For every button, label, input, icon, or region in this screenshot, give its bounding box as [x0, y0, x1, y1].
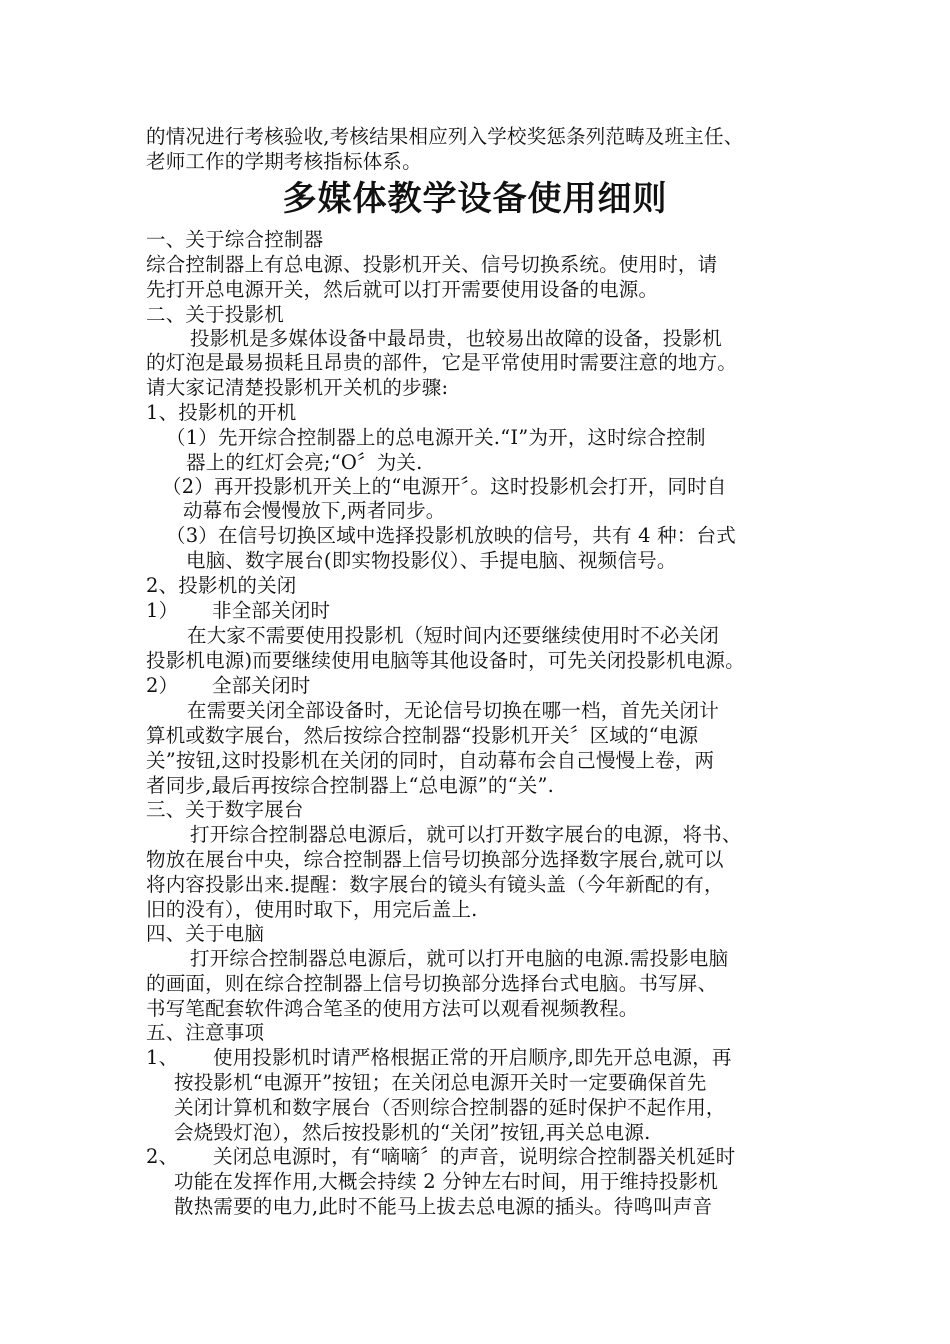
section-1-heading: 一、关于综合控制器	[146, 228, 324, 251]
section-2-intro-line-2: 的灯泡是最易损耗且昂贵的部件，它是平常使用时需要注意的地方。	[146, 351, 738, 374]
section-3-line-3: 将内容投影出来.提醒：数字展台的镜头有镜头盖（今年新配的有，	[146, 873, 724, 896]
full-off-line-4: 者同步,最后再按综合控制器上“总电源”的“关”.	[146, 774, 555, 797]
section-2-intro-line-3: 请大家记清楚投影机开关机的步骤:	[146, 376, 449, 399]
section-1-line-1: 综合控制器上有总电源、投影机开关、信号切换系统。使用时，请	[146, 253, 718, 276]
partial-off-line-1: 在大家不需要使用投影机（短时间内还要继续使用时不必关闭	[187, 624, 719, 647]
note-1-line-4: 会烧毁灯泡），然后按投影机的“关闭”按钮,再关总电源.	[174, 1121, 651, 1144]
step-2-line-2: 动幕布会慢慢放下,两者同步。	[183, 499, 446, 522]
projector-on-heading: 1、投影机的开机	[146, 401, 297, 424]
section-4-line-1: 打开综合控制器总电源后，就可以打开电脑的电源.需投影电脑	[190, 947, 729, 970]
step-3-line-1: （3）在信号切换区域中选择投影机放映的信号，共有 4 种：台式	[166, 524, 736, 547]
section-4-line-2: 的画面，则在综合控制器上信号切换部分选择台式电脑。书写屏、	[146, 972, 718, 995]
projector-off-heading: 2、投影机的关闭	[146, 574, 297, 597]
section-3-line-1: 打开综合控制器总电源后，就可以打开数字展台的电源，将书、	[190, 823, 742, 846]
note-1-line-3: 关闭计算机和数字展台（否则综合控制器的延时保护不起作用，	[174, 1096, 726, 1119]
section-4-line-3: 书写笔配套软件鸿合笔圣的使用方法可以观看视频教程。	[146, 997, 639, 1020]
note-2-line-1: 关闭总电源时，有“嘀嘀〞的声音，说明综合控制器关机延时	[213, 1145, 736, 1168]
section-1-line-2: 先打开总电源开关，然后就可以打开需要使用设备的电源。	[146, 278, 659, 301]
step-1-line-1: （1）先开综合控制器上的总电源开关.“I”为开，这时综合控制	[166, 426, 706, 449]
document-title: 多媒体教学设备使用细则	[282, 179, 668, 219]
full-off-label: 全部关闭时	[212, 674, 311, 697]
full-off-line-1: 在需要关闭全部设备时，无论信号切换在哪一档，首先关闭计	[187, 699, 719, 722]
note-1-line-2: 按投影机“电源开”按钮；在关闭总电源开关时一定要确保首先	[174, 1071, 707, 1094]
step-1-line-2: 器上的红灯会亮;“O〞为关.	[186, 451, 423, 474]
full-off-line-2: 算机或数字展台，然后按综合控制器“投影机开关〞区域的“电源	[146, 724, 699, 747]
step-3-line-2: 电脑、数字展台(即实物投影仪）、手提电脑、视频信号。	[186, 549, 677, 572]
section-4-heading: 四、关于电脑	[146, 922, 265, 945]
partial-off-number: 1）	[146, 599, 179, 622]
note-2-line-2: 功能在发挥作用,大概会持续 2 分钟左右时间，用于维持投影机	[174, 1170, 719, 1193]
step-2-line-1: （2）再开投影机开关上的“电源开〞。这时投影机会打开，同时自	[162, 475, 727, 498]
note-2-line-3: 散热需要的电力,此时不能马上拔去总电源的插头。待鸣叫声音	[174, 1195, 713, 1218]
section-3-line-4: 旧的没有），使用时取下，用完后盖上.	[146, 898, 478, 921]
section-3-heading: 三、关于数字展台	[146, 798, 304, 821]
note-2-number: 2、	[146, 1145, 179, 1168]
full-off-line-3: 关”按钮,这时投影机在关闭的同时，自动幕布会自己慢慢上卷，两	[146, 749, 715, 772]
partial-off-line-2: 投影机电源)而要继续使用电脑等其他设备时，可先关闭投影机电源。	[146, 649, 745, 672]
intro-line-1: 的情况进行考核验收,考核结果相应列入学校奖惩条列范畴及班主任、	[146, 125, 744, 148]
partial-off-label: 非全部关闭时	[212, 599, 331, 622]
section-2-intro-line-1: 投影机是多媒体设备中最昂贵，也较易出故障的设备，投影机	[190, 327, 722, 350]
note-1-line-1: 使用投影机时请严格根据正常的开启顺序,即先开总电源，再	[213, 1046, 732, 1069]
intro-line-2: 老师工作的学期考核指标体系。	[146, 150, 422, 173]
note-1-number: 1、	[146, 1046, 179, 1069]
section-3-line-2: 物放在展台中央，综合控制器上信号切换部分选择数字展台,就可以	[146, 848, 724, 871]
section-2-heading: 二、关于投影机	[146, 303, 284, 326]
full-off-number: 2）	[146, 674, 179, 697]
section-5-heading: 五、注意事项	[146, 1021, 265, 1044]
